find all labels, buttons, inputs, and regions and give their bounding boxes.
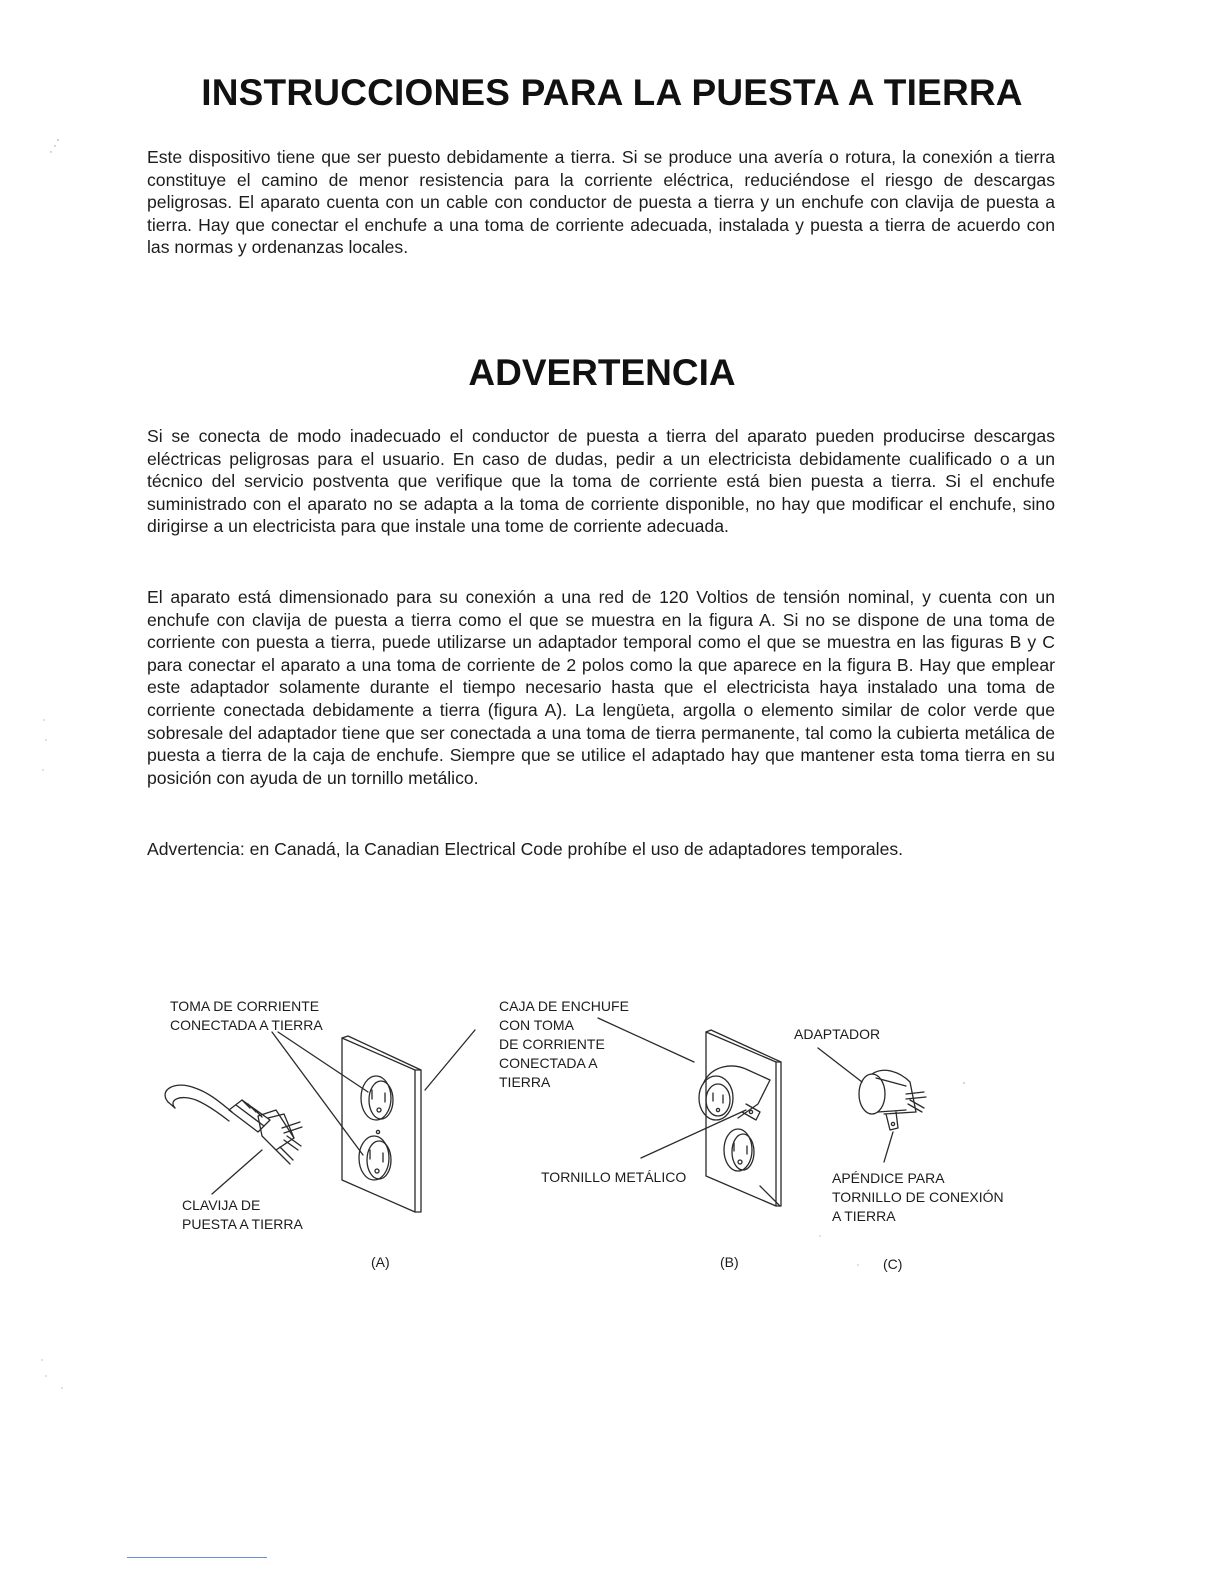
- caption-a: (A): [371, 1254, 390, 1270]
- warning-title: ADVERTENCIA: [468, 352, 736, 393]
- grounding-title: INSTRUCCIONES PARA LA PUESTA A TIERRA: [201, 72, 1023, 113]
- canada-note: Advertencia: en Canadá, la Canadian Electrical Code prohíbe el uso de adaptadores temporales.: [147, 839, 904, 859]
- label-metal-screw: TORNILLO METÁLICO: [541, 1169, 687, 1185]
- warning-paragraph-2: El aparato está dimensionado para su conexión a una red de 120 Voltios de tensión nominal, y cuenta con un enchufe con clavija de puesta a tierra como el que se muestra en la figura A. Si no se dispone de una toma de corriente con puesta a tierra, puede utilizarse un adaptador temporal como el que se muestra en las figuras B y C para conectar el aparato a una toma de corriente de 2 polos como la que aparece en la figura B. Hay que emplear este adaptador solamente durante el tiempo necesario hasta que el electricista haya instalado una toma de corriente conectada debidamente a tierra (figura A). La lengüeta, argolla o elemento similar de color verde que sobresale del adaptador tiene que ser conectada a una toma de tierra permanente, tal como la cubierta metálica de puesta a tierra de la caja de enchufe. Siempre que se utilice el adaptado hay que mantener esta toma tierra en su posición con ayuda de un tornillo metálico.: [147, 587, 1055, 788]
- label-screw-tab: APÉNDICE PARA TORNILLO DE CONEXIÓN A TIERRA: [832, 1170, 1004, 1224]
- label-grounding-pin: CLAVIJA DE PUESTA A TIERRA: [182, 1197, 303, 1232]
- caption-b: (B): [720, 1254, 739, 1270]
- warning-paragraph-1: Si se conecta de modo inadecuado el conductor de puesta a tierra del aparato pueden producirse descargas eléctricas peligrosas para el usuario. En caso de dudas, pedir a un electricista debidamente cualificado o a un técnico del servicio postventa que verifique que la toma de corriente está bien puesta a tierra. Si el enchufe suministrado con el aparato no se adapta a la toma de corriente disponible, no hay que modificar el enchufe, sino dirigirse a un electricista para que instale una tome de corriente adecuada.: [147, 426, 1055, 537]
- footer-rule: [127, 1557, 267, 1558]
- grounding-paragraph: Este dispositivo tiene que ser puesto debidamente a tierra. Si se produce una avería o rotura, la conexión a tierra constituye el camino de menor resistencia para la corriente eléctrica, reduciéndose el riesgo de descargas peligrosas. El aparato cuenta con un cable con conductor de puesta a tierra y un enchufe con clavija de puesta a tierra. Hay que conectar el enchufe a una toma de corriente adecuada, instalada y puesta a tierra de acuerdo con las normas y ordenanzas locales.: [147, 147, 1055, 258]
- label-outlet-box: CAJA DE ENCHUFE CON TOMA DE CORRIENTE CONECTADA A TIERRA: [499, 998, 629, 1090]
- caption-c: (C): [883, 1256, 903, 1272]
- label-grounded-outlet: TOMA DE CORRIENTE CONECTADA A TIERRA: [170, 998, 323, 1033]
- label-adapter: ADAPTADOR: [794, 1026, 881, 1042]
